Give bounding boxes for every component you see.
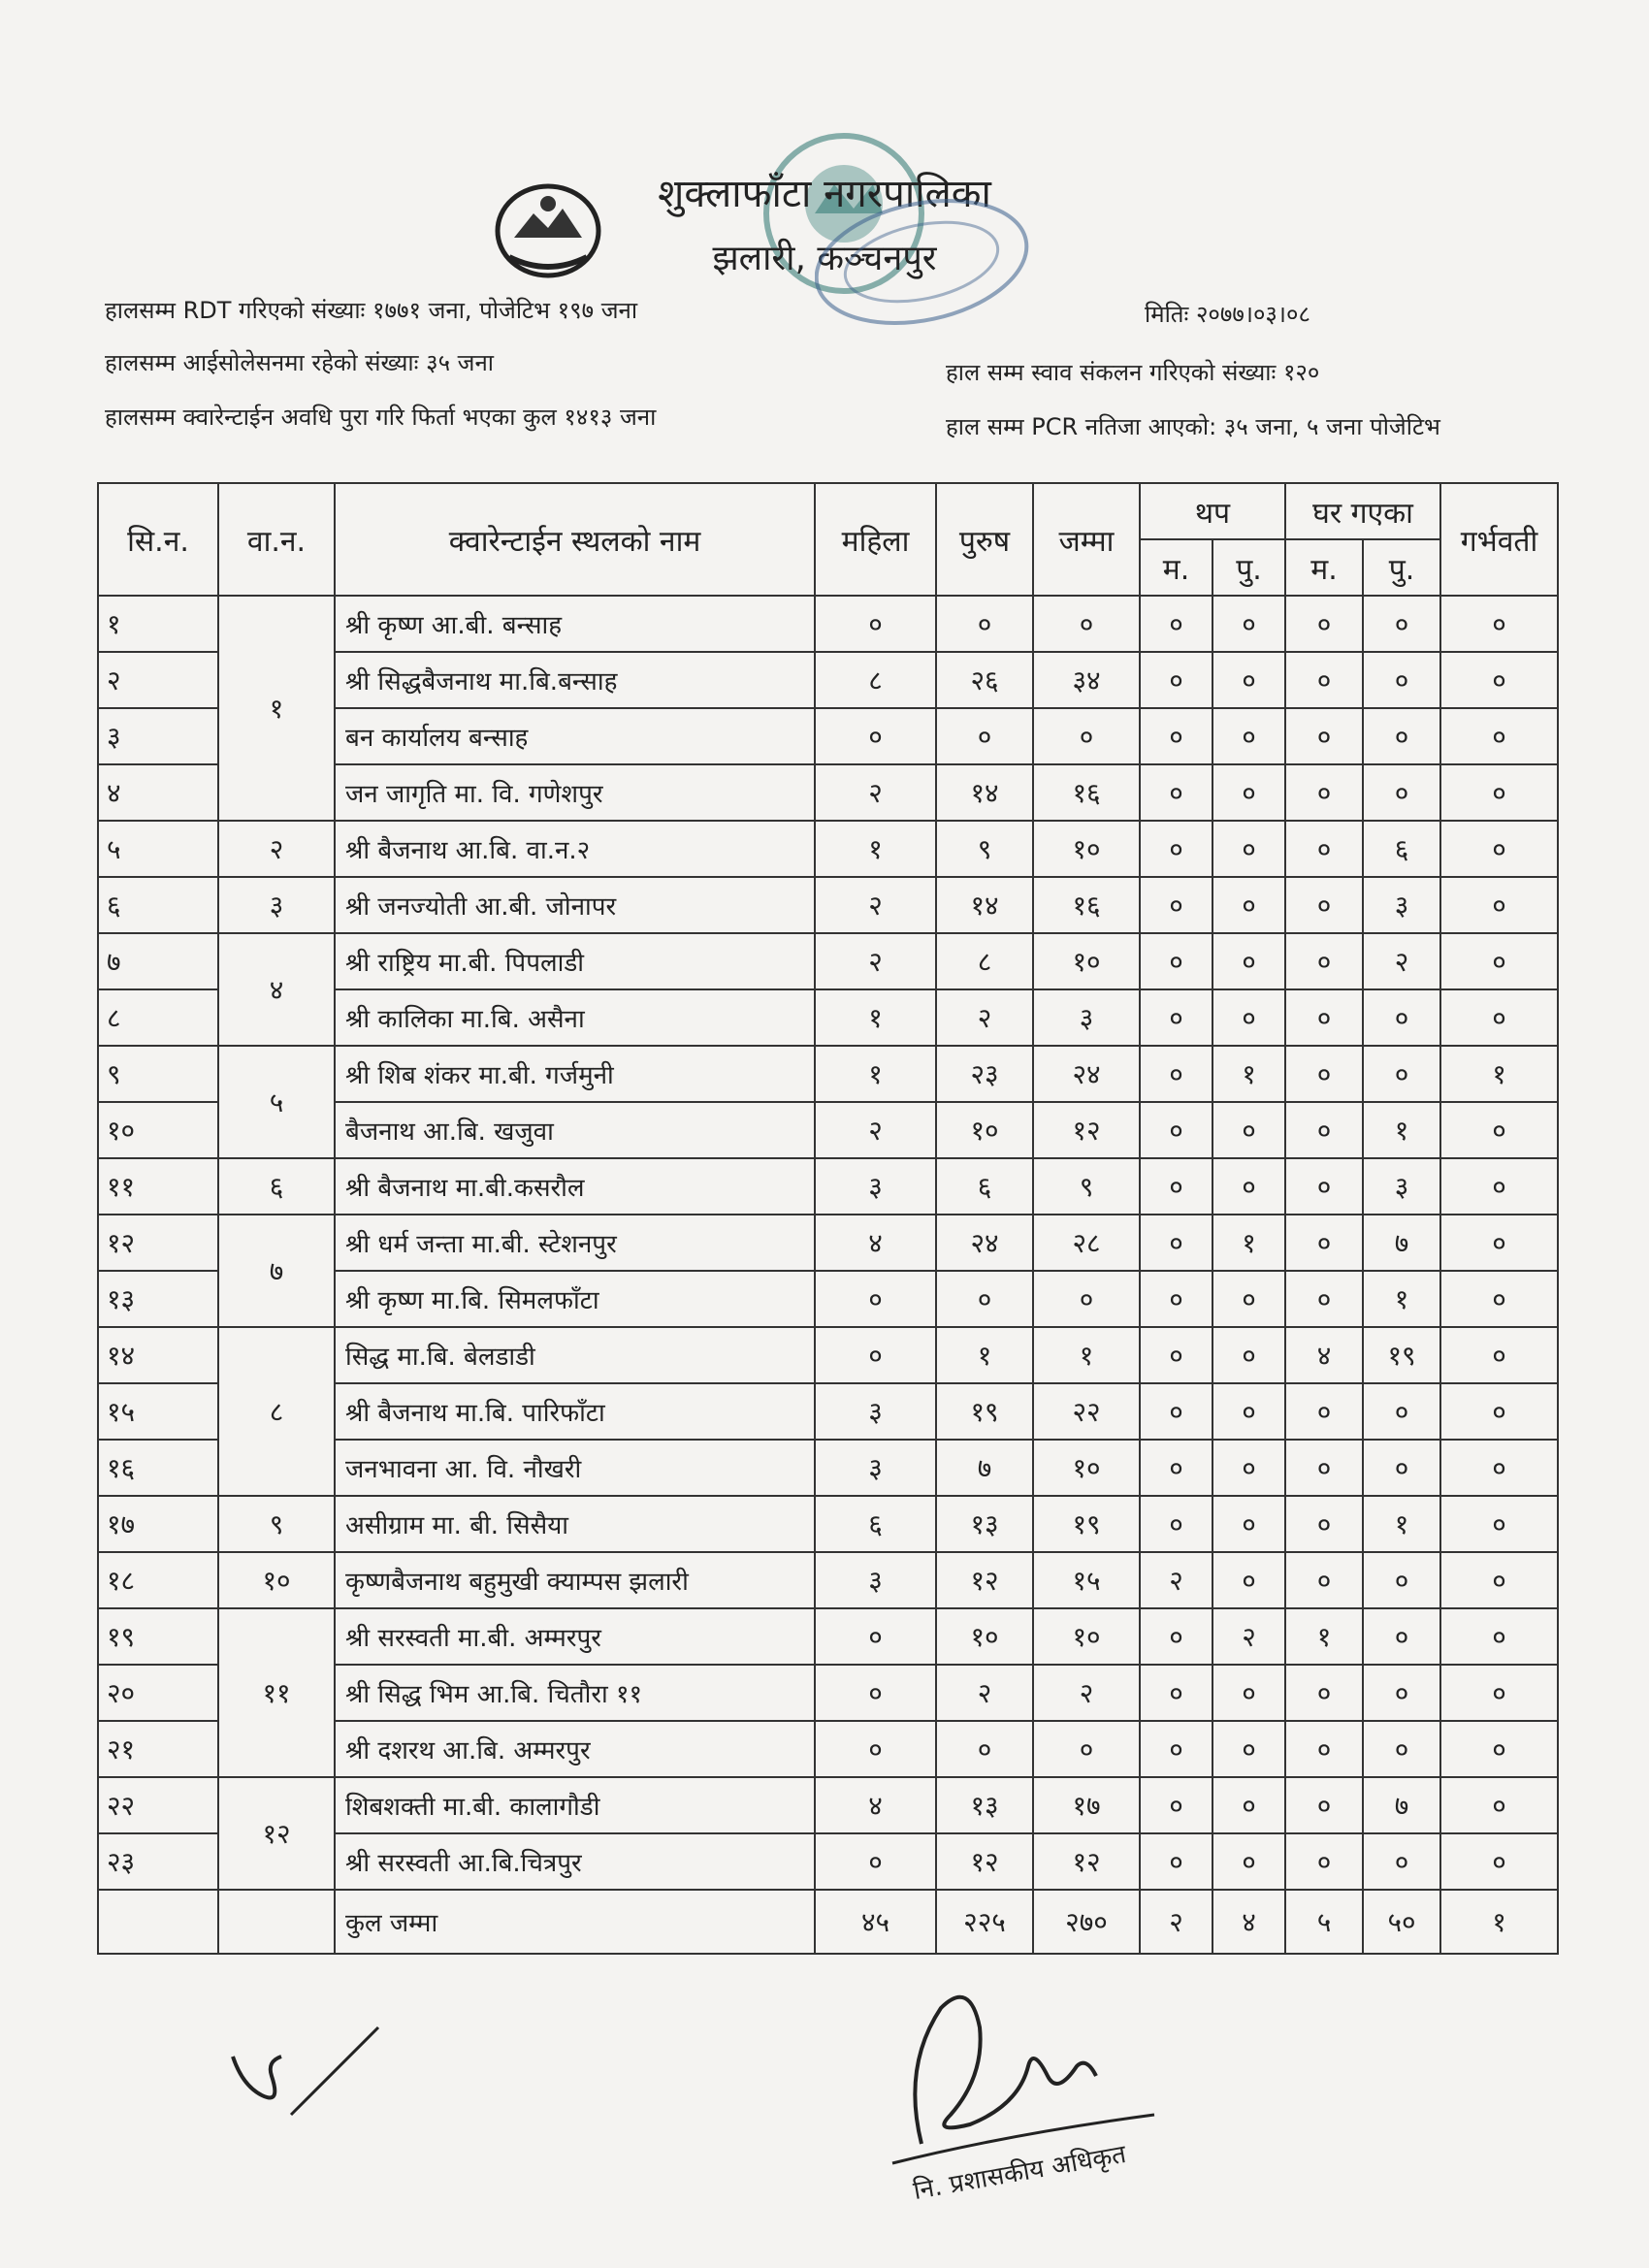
cell-added-female: ०: [1140, 1721, 1212, 1777]
cell-site-name: श्री कृष्ण आ.बी. बन्साह: [335, 596, 815, 652]
table-row: [98, 1777, 1558, 1833]
cell-home-female: ०: [1285, 1777, 1363, 1833]
cell-home-male: १: [1363, 1271, 1440, 1327]
cell-female: ६: [815, 1496, 936, 1552]
cell-added-male: १: [1212, 1046, 1285, 1102]
header-added: थप: [1140, 483, 1285, 539]
cell-added-male: ०: [1212, 1102, 1285, 1158]
cell-pregnant: ०: [1440, 764, 1558, 821]
cell-site-name: श्री दशरथ आ.बि. अम्मरपुर: [335, 1721, 815, 1777]
cell-added-female: ०: [1140, 1271, 1212, 1327]
cell-added-female: ०: [1140, 1215, 1212, 1271]
cell-female: १: [815, 821, 936, 877]
total-row: [98, 1890, 1558, 1954]
cell-home-male: ०: [1363, 989, 1440, 1046]
cell-total: १५: [1033, 1552, 1140, 1608]
cell-added-female: ०: [1140, 764, 1212, 821]
cell-total: १०: [1033, 821, 1140, 877]
cell-male: २३: [936, 1046, 1033, 1102]
cell-ward: १२: [218, 1777, 335, 1890]
header-female: महिला: [815, 483, 936, 596]
total-total: २७०: [1033, 1890, 1140, 1954]
cell-home-female: ०: [1285, 877, 1363, 933]
cell-added-male: १: [1212, 1215, 1285, 1271]
cell-home-female: ४: [1285, 1327, 1363, 1383]
cell-male: १: [936, 1327, 1033, 1383]
header-total: जम्मा: [1033, 483, 1140, 596]
cell-sn: ४: [98, 764, 218, 821]
cell-female: ०: [815, 1721, 936, 1777]
cell-male: ७: [936, 1440, 1033, 1496]
cell-added-male: ०: [1212, 1665, 1285, 1721]
cell-female: ०: [815, 1833, 936, 1890]
cell-female: ३: [815, 1552, 936, 1608]
cell-home-male: ०: [1363, 1721, 1440, 1777]
cell-female: २: [815, 877, 936, 933]
cell-total: १६: [1033, 764, 1140, 821]
cell-total: ०: [1033, 1271, 1140, 1327]
cell-added-female: ०: [1140, 1608, 1212, 1665]
cell-added-female: ०: [1140, 1440, 1212, 1496]
total-home-male: ५०: [1363, 1890, 1440, 1954]
header-home-male: पु.: [1363, 539, 1440, 596]
table-row: [98, 1327, 1558, 1383]
cell-home-female: ०: [1285, 708, 1363, 764]
cell-home-male: ६: [1363, 821, 1440, 877]
cell-female: ४: [815, 1777, 936, 1833]
cell-home-male: १९: [1363, 1327, 1440, 1383]
cell-female: १: [815, 989, 936, 1046]
cell-home-female: ०: [1285, 1496, 1363, 1552]
cell-home-female: ०: [1285, 1440, 1363, 1496]
cell-site-name: श्री धर्म जन्ता मा.बी. स्टेशनपुर: [335, 1215, 815, 1271]
total-label: कुल जम्मा: [335, 1890, 815, 1954]
cell-total: १०: [1033, 933, 1140, 989]
cell-site-name: असीग्राम मा. बी. सिसैया: [335, 1496, 815, 1552]
cell-total: २४: [1033, 1046, 1140, 1102]
cell-male: ०: [936, 596, 1033, 652]
cell-male: ८: [936, 933, 1033, 989]
cell-home-male: १: [1363, 1496, 1440, 1552]
cell-female: ०: [815, 1665, 936, 1721]
cell-home-female: ०: [1285, 1665, 1363, 1721]
cell-total: ३: [1033, 989, 1140, 1046]
cell-total: ०: [1033, 596, 1140, 652]
cell-added-female: ०: [1140, 1046, 1212, 1102]
cell-pregnant: ०: [1440, 596, 1558, 652]
cell-added-male: ०: [1212, 933, 1285, 989]
cell-added-male: ०: [1212, 1552, 1285, 1608]
cell-home-female: ०: [1285, 1721, 1363, 1777]
cell-male: २: [936, 1665, 1033, 1721]
cell-pregnant: ०: [1440, 933, 1558, 989]
cell-home-female: १: [1285, 1608, 1363, 1665]
cell-home-male: ०: [1363, 1383, 1440, 1440]
cell-home-male: ३: [1363, 1158, 1440, 1215]
isolation-count: हालसम्म आईसोलेसनमा रहेको संख्याः ३५ जना: [105, 349, 495, 376]
cell-added-male: ०: [1212, 1158, 1285, 1215]
cell-male: १३: [936, 1777, 1033, 1833]
quarantine-table: [97, 482, 1559, 1955]
cell-sn: ६: [98, 877, 218, 933]
cell-ward: ४: [218, 933, 335, 1046]
cell-sn: ५: [98, 821, 218, 877]
cell-home-female: ०: [1285, 821, 1363, 877]
header-went-home: घर गएका: [1285, 483, 1440, 539]
cell-home-female: ०: [1285, 1271, 1363, 1327]
cell-male: २: [936, 989, 1033, 1046]
cell-female: ८: [815, 652, 936, 708]
report-date: मितिः २०७७।०३।०८: [1145, 301, 1310, 328]
cell-site-name: श्री जनज्योती आ.बी. जोनापर: [335, 877, 815, 933]
cell-sn: १५: [98, 1383, 218, 1440]
cell-male: १४: [936, 764, 1033, 821]
total-added-female: २: [1140, 1890, 1212, 1954]
cell-added-male: ०: [1212, 989, 1285, 1046]
cell-home-female: ०: [1285, 1158, 1363, 1215]
cell-site-name: श्री राष्ट्रिय मा.बी. पिपलाडी: [335, 933, 815, 989]
cell-home-female: ०: [1285, 989, 1363, 1046]
cell-female: २: [815, 764, 936, 821]
cell-added-female: ०: [1140, 652, 1212, 708]
cell-sn: १८: [98, 1552, 218, 1608]
cell-pregnant: ०: [1440, 1271, 1558, 1327]
cell-home-male: १: [1363, 1102, 1440, 1158]
cell-total: ०: [1033, 1721, 1140, 1777]
cell-home-male: ७: [1363, 1777, 1440, 1833]
cell-ward: ७: [218, 1215, 335, 1327]
cell-home-male: ०: [1363, 764, 1440, 821]
cell-male: १९: [936, 1383, 1033, 1440]
cell-site-name: श्री कृष्ण मा.बि. सिमलफाँटा: [335, 1271, 815, 1327]
cell-sn: १३: [98, 1271, 218, 1327]
cell-site-name: जन जागृति मा. वि. गणेशपुर: [335, 764, 815, 821]
cell-added-female: ०: [1140, 1327, 1212, 1383]
cell-empty: [98, 1890, 218, 1954]
cell-added-male: ०: [1212, 1496, 1285, 1552]
cell-female: २: [815, 933, 936, 989]
cell-home-female: ०: [1285, 596, 1363, 652]
cell-pregnant: ०: [1440, 1608, 1558, 1665]
cell-added-male: ०: [1212, 1721, 1285, 1777]
pcr-result: हाल सम्म PCR नतिजा आएको: ३५ जना, ५ जना पोजेटिभ: [946, 413, 1440, 440]
cell-sn: ३: [98, 708, 218, 764]
cell-empty: [218, 1890, 335, 1954]
cell-home-female: ०: [1285, 1552, 1363, 1608]
cell-site-name: श्री सरस्वती आ.बि.चित्रपुर: [335, 1833, 815, 1890]
cell-home-male: ०: [1363, 1833, 1440, 1890]
cell-pregnant: ०: [1440, 1721, 1558, 1777]
cell-added-female: ०: [1140, 596, 1212, 652]
cell-added-male: ०: [1212, 764, 1285, 821]
cell-added-female: ०: [1140, 1102, 1212, 1158]
cell-pregnant: ०: [1440, 1102, 1558, 1158]
quarantine-completed: हालसम्म क्वारेन्टाईन अवधि पुरा गरि फिर्ता भएका कुल १४१३ जना: [105, 404, 657, 431]
cell-added-male: ०: [1212, 596, 1285, 652]
cell-sn: १२: [98, 1215, 218, 1271]
cell-site-name: बैजनाथ आ.बि. खजुवा: [335, 1102, 815, 1158]
cell-total: १२: [1033, 1833, 1140, 1890]
cell-male: १३: [936, 1496, 1033, 1552]
cell-total: १९: [1033, 1496, 1140, 1552]
header-male: पुरुष: [936, 483, 1033, 596]
cell-added-male: ०: [1212, 1777, 1285, 1833]
table-row: [98, 821, 1558, 877]
cell-pregnant: ०: [1440, 708, 1558, 764]
cell-added-male: ०: [1212, 1833, 1285, 1890]
rdt-count: हालसम्म RDT गरिएको संख्याः १७७१ जना, पोजेटिभ १९७ जना: [105, 297, 638, 324]
cell-pregnant: ०: [1440, 1833, 1558, 1890]
municipality-subtitle: झलारी, कञ्चनपुर: [712, 239, 937, 278]
table-row: [98, 1158, 1558, 1215]
cell-site-name: सिद्ध मा.बि. बेलडाडी: [335, 1327, 815, 1383]
cell-total: १०: [1033, 1440, 1140, 1496]
cell-female: ०: [815, 596, 936, 652]
cell-sn: २३: [98, 1833, 218, 1890]
cell-sn: १६: [98, 1440, 218, 1496]
cell-pregnant: ०: [1440, 1777, 1558, 1833]
cell-sn: २१: [98, 1721, 218, 1777]
cell-total: ३४: [1033, 652, 1140, 708]
cell-added-female: ०: [1140, 1665, 1212, 1721]
cell-added-female: ०: [1140, 1383, 1212, 1440]
cell-ward: १: [218, 596, 335, 821]
cell-home-female: ०: [1285, 1215, 1363, 1271]
cell-male: २६: [936, 652, 1033, 708]
cell-site-name: श्री बैजनाथ मा.बि. पारिफाँटा: [335, 1383, 815, 1440]
cell-added-female: ०: [1140, 1158, 1212, 1215]
cell-sn: २०: [98, 1665, 218, 1721]
table-row: [98, 1608, 1558, 1665]
table-row: [98, 1552, 1558, 1608]
cell-male: १०: [936, 1608, 1033, 1665]
cell-sn: ८: [98, 989, 218, 1046]
cell-added-female: ०: [1140, 821, 1212, 877]
cell-pregnant: ०: [1440, 989, 1558, 1046]
cell-total: २२: [1033, 1383, 1140, 1440]
cell-ward: ९: [218, 1496, 335, 1552]
total-home-female: ५: [1285, 1890, 1363, 1954]
cell-sn: १: [98, 596, 218, 652]
total-added-male: ४: [1212, 1890, 1285, 1954]
cell-site-name: श्री शिब शंकर मा.बी. गर्जमुनी: [335, 1046, 815, 1102]
cell-home-male: ०: [1363, 1665, 1440, 1721]
cell-added-male: ०: [1212, 1383, 1285, 1440]
cell-added-female: ०: [1140, 1496, 1212, 1552]
municipality-title: शुक्लाफाँटा नगरपालिका: [658, 172, 991, 216]
cell-home-female: ०: [1285, 1046, 1363, 1102]
cell-total: २: [1033, 1665, 1140, 1721]
cell-added-female: ०: [1140, 989, 1212, 1046]
cell-home-male: ७: [1363, 1215, 1440, 1271]
cell-pregnant: ०: [1440, 1215, 1558, 1271]
cell-female: ०: [815, 1327, 936, 1383]
header-home-female: म.: [1285, 539, 1363, 596]
cell-ward: ६: [218, 1158, 335, 1215]
cell-male: १२: [936, 1552, 1033, 1608]
cell-site-name: बन कार्यालय बन्साह: [335, 708, 815, 764]
cell-female: ३: [815, 1383, 936, 1440]
cell-added-female: ०: [1140, 1777, 1212, 1833]
cell-male: १४: [936, 877, 1033, 933]
cell-male: ९: [936, 821, 1033, 877]
cell-pregnant: ०: [1440, 821, 1558, 877]
cell-added-female: ०: [1140, 877, 1212, 933]
page-number-mark: [213, 2018, 388, 2124]
cell-ward: ३: [218, 877, 335, 933]
cell-male: १०: [936, 1102, 1033, 1158]
cell-added-female: २: [1140, 1552, 1212, 1608]
cell-site-name: श्री सिद्धबैजनाथ मा.बि.बन्साह: [335, 652, 815, 708]
cell-home-male: २: [1363, 933, 1440, 989]
total-pregnant: १: [1440, 1890, 1558, 1954]
cell-added-female: ०: [1140, 1833, 1212, 1890]
cell-sn: १९: [98, 1608, 218, 1665]
cell-added-male: ०: [1212, 1327, 1285, 1383]
cell-added-male: ०: [1212, 821, 1285, 877]
cell-home-female: ०: [1285, 1102, 1363, 1158]
cell-female: ०: [815, 708, 936, 764]
cell-pregnant: ०: [1440, 877, 1558, 933]
cell-male: ०: [936, 1721, 1033, 1777]
table-row: [98, 1215, 1558, 1271]
cell-total: १७: [1033, 1777, 1140, 1833]
cell-ward: २: [218, 821, 335, 877]
cell-added-male: ०: [1212, 1271, 1285, 1327]
cell-female: ०: [815, 1608, 936, 1665]
cell-female: ३: [815, 1158, 936, 1215]
cell-total: २८: [1033, 1215, 1140, 1271]
cell-added-male: ०: [1212, 1440, 1285, 1496]
cell-site-name: श्री बैजनाथ आ.बि. वा.न.२: [335, 821, 815, 877]
cell-added-male: ०: [1212, 652, 1285, 708]
cell-male: ०: [936, 708, 1033, 764]
cell-sn: २२: [98, 1777, 218, 1833]
cell-home-male: ०: [1363, 1440, 1440, 1496]
cell-site-name: श्री सरस्वती मा.बी. अम्मरपुर: [335, 1608, 815, 1665]
header-added-female: म.: [1140, 539, 1212, 596]
cell-sn: ११: [98, 1158, 218, 1215]
swab-count: हाल सम्म स्वाव संकलन गरिएको संख्याः १२०: [946, 359, 1320, 386]
cell-pregnant: ०: [1440, 1327, 1558, 1383]
signature-label: नि. प्रशासकीय अधिकृत: [911, 2139, 1129, 2207]
cell-added-male: २: [1212, 1608, 1285, 1665]
cell-home-male: ३: [1363, 877, 1440, 933]
cell-total: १६: [1033, 877, 1140, 933]
total-male: २२५: [936, 1890, 1033, 1954]
cell-pregnant: ०: [1440, 1665, 1558, 1721]
cell-total: १२: [1033, 1102, 1140, 1158]
cell-home-female: ०: [1285, 1833, 1363, 1890]
cell-total: ०: [1033, 708, 1140, 764]
cell-pregnant: ०: [1440, 1383, 1558, 1440]
cell-pregnant: ०: [1440, 652, 1558, 708]
header-added-male: पु.: [1212, 539, 1285, 596]
cell-added-male: ०: [1212, 877, 1285, 933]
cell-home-female: ०: [1285, 933, 1363, 989]
cell-sn: १७: [98, 1496, 218, 1552]
cell-site-name: शिबशक्ती मा.बी. कालागौडी: [335, 1777, 815, 1833]
cell-site-name: श्री कालिका मा.बि. असैना: [335, 989, 815, 1046]
cell-ward: ८: [218, 1327, 335, 1496]
cell-total: १: [1033, 1327, 1140, 1383]
cell-total: ९: [1033, 1158, 1140, 1215]
cell-home-male: ०: [1363, 1046, 1440, 1102]
cell-pregnant: ०: [1440, 1158, 1558, 1215]
header-pregnant: गर्भवती: [1440, 483, 1558, 596]
cell-home-female: ०: [1285, 1383, 1363, 1440]
cell-home-male: ०: [1363, 652, 1440, 708]
cell-sn: १०: [98, 1102, 218, 1158]
cell-added-female: ०: [1140, 708, 1212, 764]
cell-home-male: ०: [1363, 1608, 1440, 1665]
cell-ward: १०: [218, 1552, 335, 1608]
cell-home-female: ०: [1285, 652, 1363, 708]
table-row: [98, 933, 1558, 989]
cell-home-male: ०: [1363, 708, 1440, 764]
cell-home-male: ०: [1363, 596, 1440, 652]
cell-sn: ९: [98, 1046, 218, 1102]
table-row: [98, 596, 1558, 652]
cell-sn: १४: [98, 1327, 218, 1383]
cell-home-female: ०: [1285, 764, 1363, 821]
cell-sn: ७: [98, 933, 218, 989]
table-row: [98, 1046, 1558, 1102]
office-stamp-icon: [815, 194, 1048, 330]
header-sn: सि.न.: [98, 483, 218, 596]
cell-site-name: श्री सिद्ध भिम आ.बि. चितौरा ११: [335, 1665, 815, 1721]
cell-female: ३: [815, 1440, 936, 1496]
cell-site-name: जनभावना आ. वि. नौखरी: [335, 1440, 815, 1496]
cell-male: १२: [936, 1833, 1033, 1890]
cell-male: ६: [936, 1158, 1033, 1215]
cell-female: ४: [815, 1215, 936, 1271]
cell-total: १०: [1033, 1608, 1140, 1665]
cell-ward: ५: [218, 1046, 335, 1158]
cell-ward: ११: [218, 1608, 335, 1777]
cell-home-male: ०: [1363, 1552, 1440, 1608]
cell-pregnant: ०: [1440, 1440, 1558, 1496]
header-site-name: क्वारेन्टाईन स्थलको नाम: [335, 483, 815, 596]
cell-female: ०: [815, 1271, 936, 1327]
cell-added-female: ०: [1140, 933, 1212, 989]
total-female: ४५: [815, 1890, 936, 1954]
cell-male: २४: [936, 1215, 1033, 1271]
table-row: [98, 1496, 1558, 1552]
cell-male: ०: [936, 1271, 1033, 1327]
table-row: [98, 877, 1558, 933]
header-ward: वा.न.: [218, 483, 335, 596]
cell-pregnant: ०: [1440, 1552, 1558, 1608]
cell-female: २: [815, 1102, 936, 1158]
cell-pregnant: १: [1440, 1046, 1558, 1102]
cell-site-name: कृष्णबैजनाथ बहुमुखी क्याम्पस झलारी: [335, 1552, 815, 1608]
cell-site-name: श्री बैजनाथ मा.बी.कसरौल: [335, 1158, 815, 1215]
cell-female: १: [815, 1046, 936, 1102]
cell-pregnant: ०: [1440, 1496, 1558, 1552]
cell-sn: २: [98, 652, 218, 708]
cell-added-male: ०: [1212, 708, 1285, 764]
